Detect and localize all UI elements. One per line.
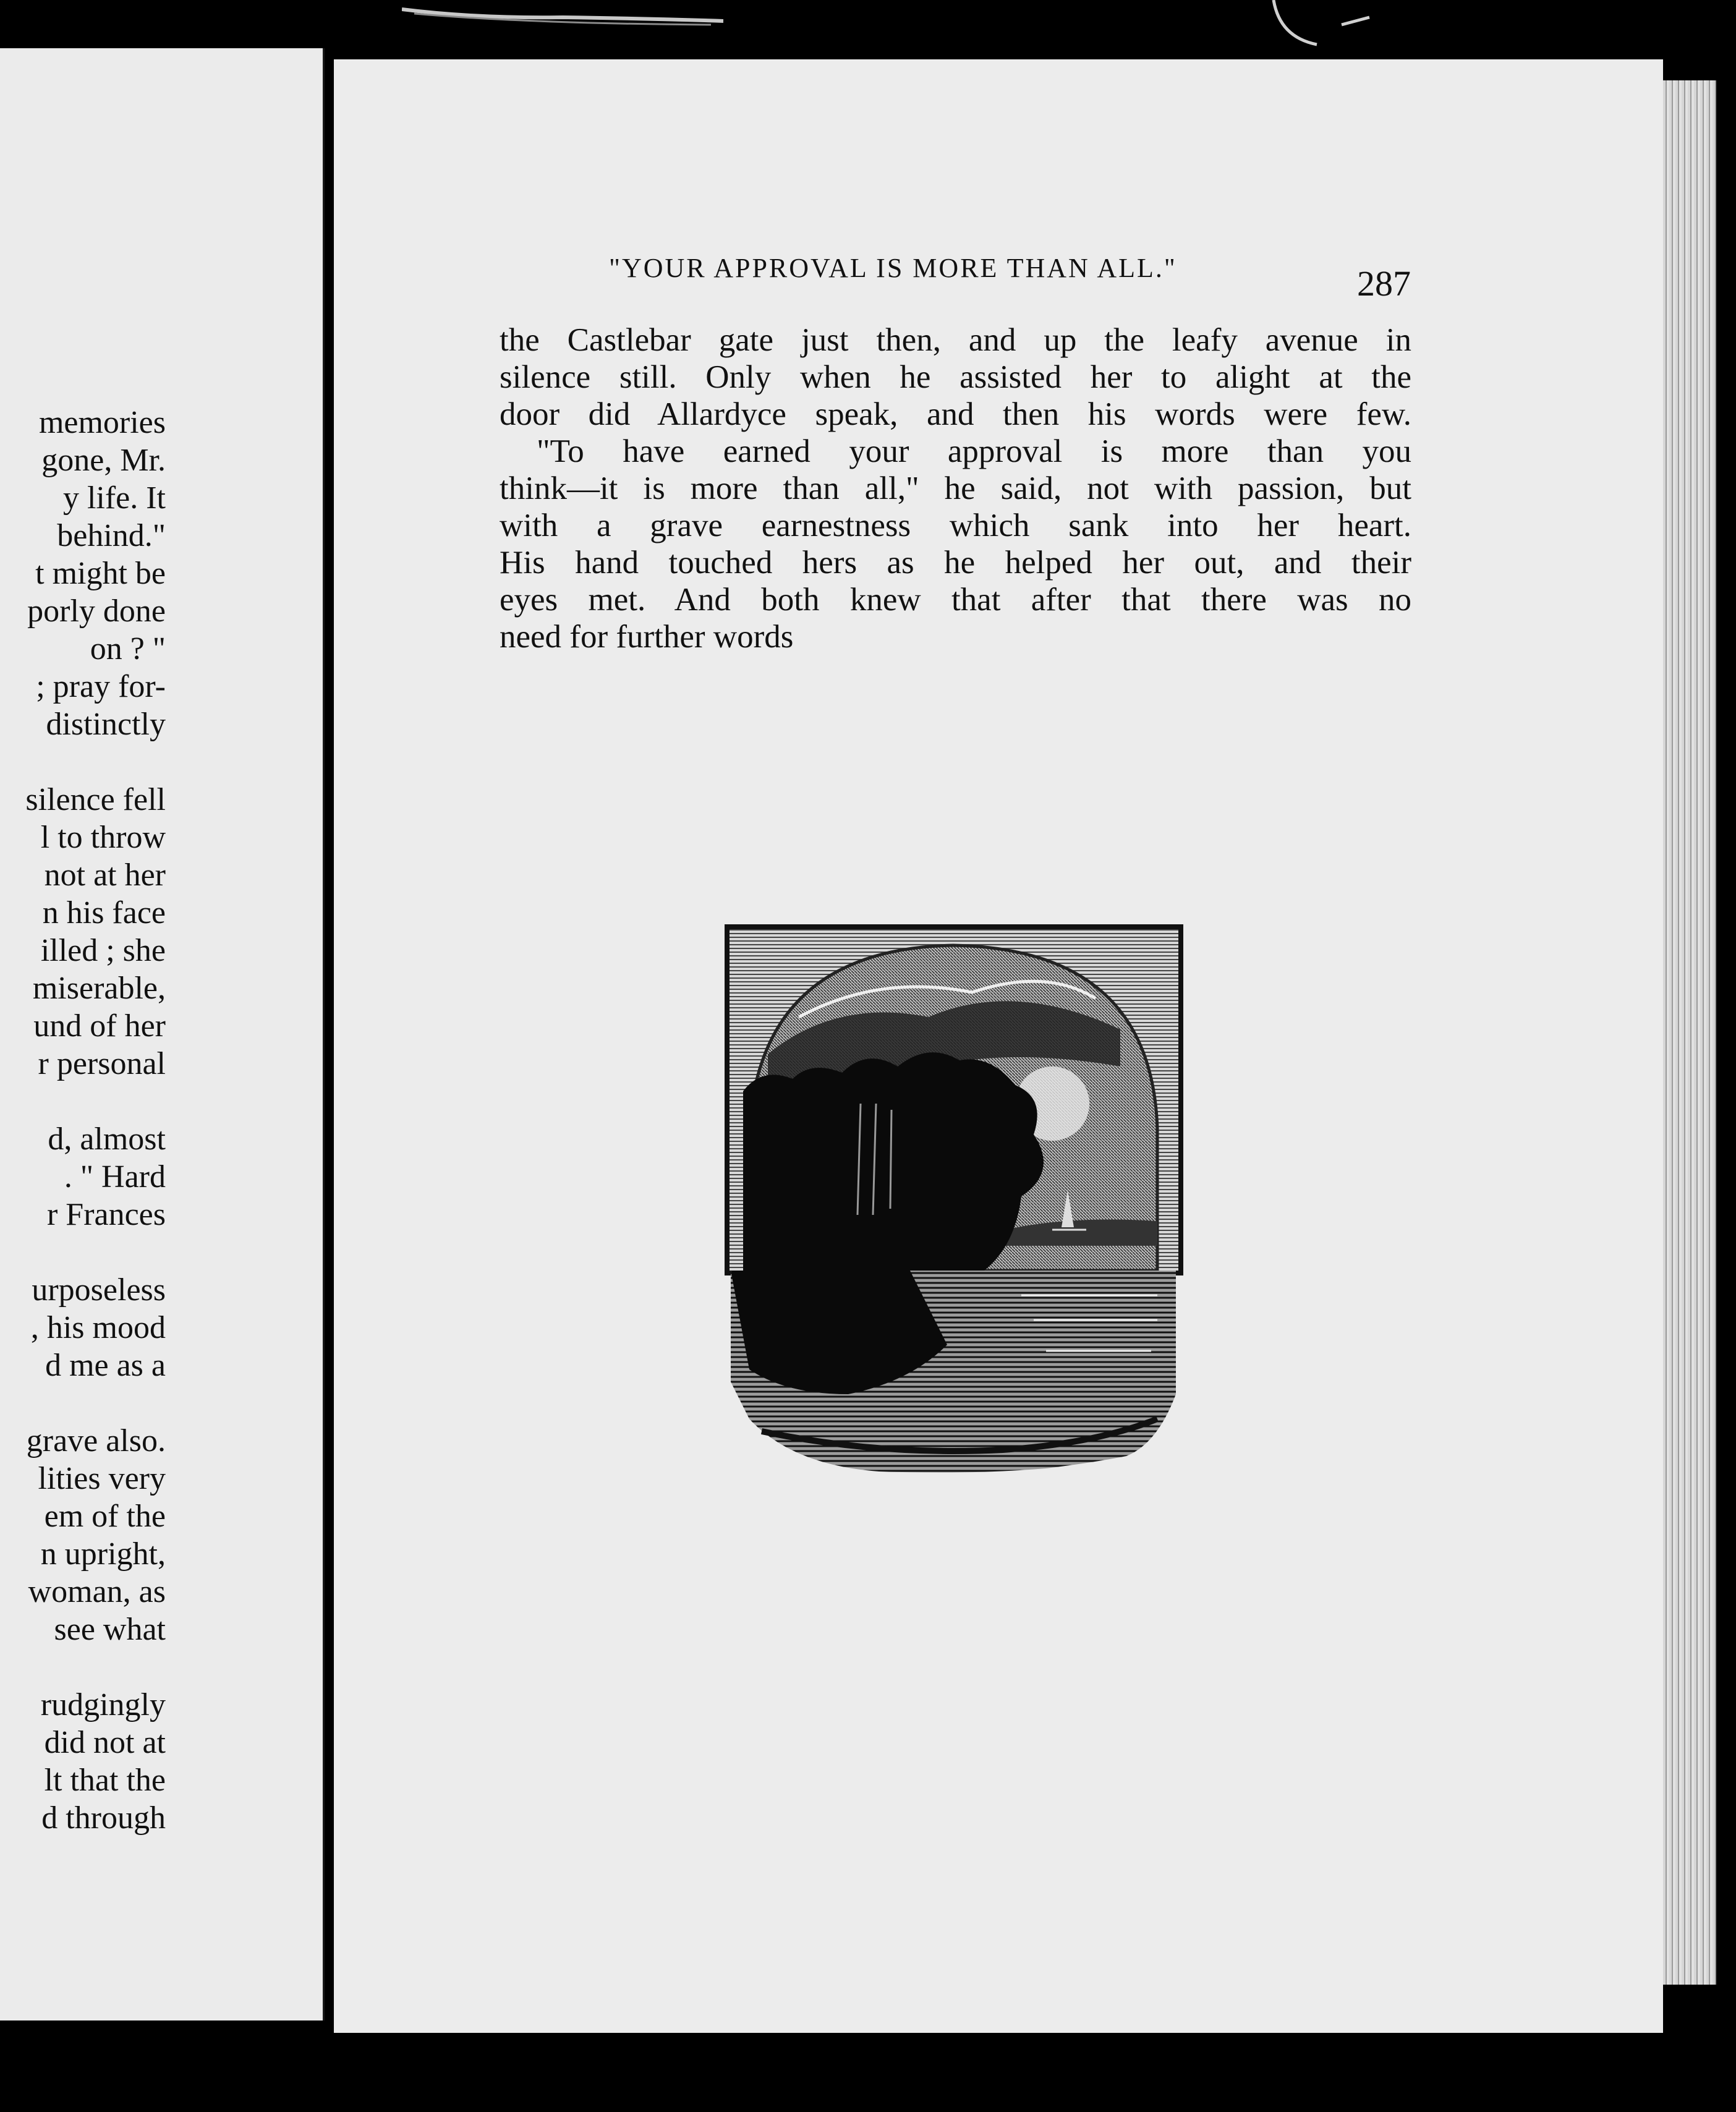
body-line: "To have earned your approval is more than you — [537, 433, 1411, 469]
left-line: woman, as — [28, 1574, 166, 1609]
left-line: d through — [41, 1800, 166, 1836]
left-line: r Frances — [46, 1197, 166, 1232]
left-line: did not at — [44, 1725, 166, 1760]
left-line: silence fell — [25, 782, 166, 817]
left-line: rudgingly — [40, 1687, 166, 1722]
left-line: not at her — [44, 858, 166, 893]
left-line: see what — [54, 1612, 166, 1647]
left-line: . " Hard — [64, 1159, 166, 1194]
body-line: door did Allardyce speak, and then his words were few. — [500, 396, 1411, 432]
left-line: gone, Mr. — [41, 443, 166, 478]
body-line: with a grave earnestness which sank into her heart. — [500, 508, 1411, 543]
left-line: ; pray for- — [36, 669, 166, 704]
scan-artifact-top — [402, 0, 723, 31]
left-line: d, almost — [48, 1122, 166, 1157]
left-line: urposeless — [32, 1272, 166, 1308]
left-line — [0, 1083, 166, 1120]
left-line: d me as a — [45, 1348, 166, 1383]
left-line — [0, 1648, 166, 1686]
left-page — [0, 48, 325, 2020]
scan-artifact-mark — [1261, 0, 1372, 49]
running-head: "YOUR APPROVAL IS MORE THAN ALL." — [609, 253, 1177, 283]
left-line: und of her — [33, 1008, 166, 1044]
left-page-text — [0, 404, 166, 1837]
left-line: grave also. — [26, 1423, 166, 1458]
body-line: the Castlebar gate just then, and up the leafy avenue in — [500, 322, 1411, 358]
left-line — [0, 1384, 166, 1422]
left-line: , his mood — [30, 1310, 166, 1345]
left-line: behind." — [57, 518, 166, 553]
body-text — [500, 321, 1411, 655]
left-line: illed ; she — [40, 933, 166, 968]
left-line: y life. It — [62, 480, 166, 516]
left-line: lities very — [38, 1461, 166, 1496]
body-line: silence still. Only when he assisted her to alight at the — [500, 359, 1411, 395]
left-line — [0, 743, 166, 781]
left-line: em of the — [44, 1499, 166, 1534]
left-line — [0, 1233, 166, 1271]
body-line: need for further words — [500, 619, 794, 655]
left-line: lt that the — [44, 1763, 166, 1798]
body-line: His hand touched hers as he helped her out, and their — [500, 545, 1411, 581]
left-line: r personal — [38, 1046, 166, 1081]
left-line: l to throw — [40, 820, 166, 855]
left-line: on ? " — [90, 631, 166, 666]
left-line: distinctly — [46, 707, 166, 742]
left-line: n his face — [42, 895, 166, 930]
left-line: memories — [38, 405, 166, 440]
page-number: 287 — [1357, 263, 1411, 304]
left-line: porly done — [27, 594, 166, 629]
engraving-illustration — [725, 924, 1183, 1481]
left-line: t might be — [35, 556, 166, 591]
body-line: eyes met. And both knew that after that there was no — [500, 582, 1411, 618]
book-page-edges — [1663, 80, 1716, 1985]
left-line: miserable, — [32, 971, 166, 1006]
left-line: n upright, — [40, 1536, 166, 1572]
body-line: think—it is more than all," he said, not with passion, but — [500, 471, 1411, 506]
